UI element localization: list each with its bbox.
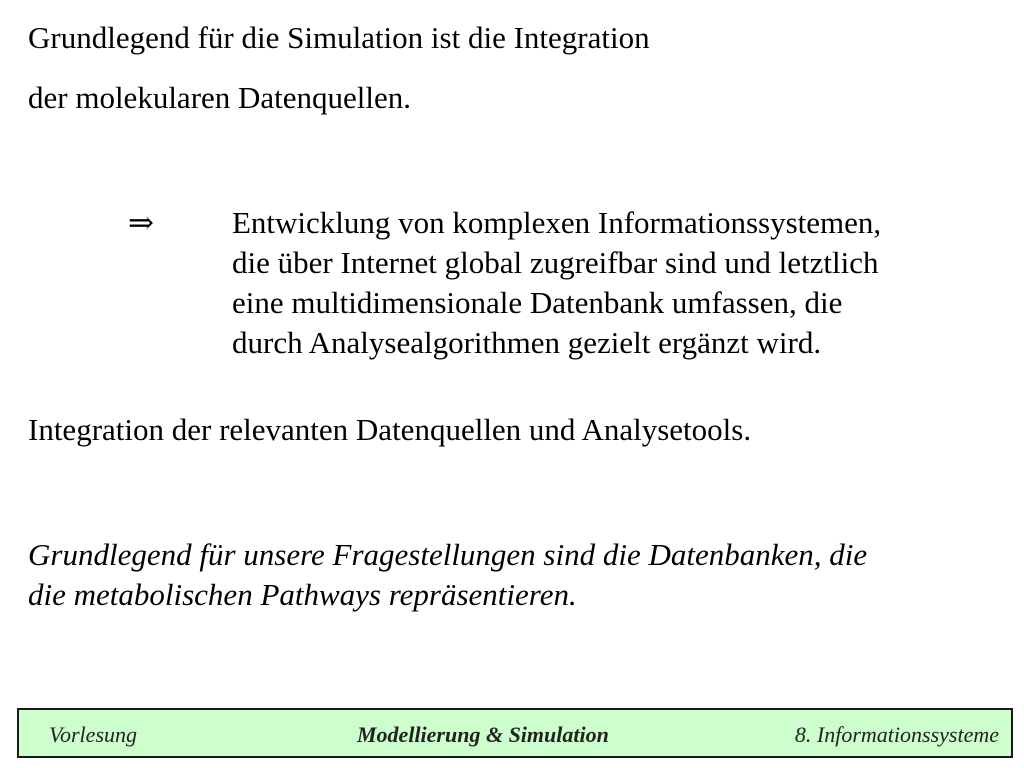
integration-line: Integration der relevanten Datenquellen und Analysetools. (28, 412, 752, 447)
implication-line: die über Internet global zugreifbar sind und letztlich (232, 245, 879, 280)
slide-footer (17, 708, 1013, 758)
emphasis-line: die metabolischen Pathways repräsentieren. (28, 577, 577, 612)
footer-chapter: 8. Informationssysteme (794, 722, 999, 747)
implication-paragraph (232, 203, 992, 363)
emphasis-line: Grundlegend für unsere Fragestellungen sind die Datenbanken, die (28, 537, 868, 572)
footer-title: Modellierung & Simulation (357, 722, 609, 747)
implication-line: eine multidimensionale Datenbank umfassen, die (232, 285, 843, 320)
emphasis-paragraph (28, 535, 867, 615)
implication-line: Entwicklung von komplexen Informationssystemen, (232, 205, 882, 240)
footer-course-label: Vorlesung (49, 722, 137, 747)
intro-line-1: Grundlegend für die Simulation ist die Integration (28, 20, 650, 55)
implies-arrow-icon: ⇒ (128, 205, 154, 240)
implication-line: durch Analysealgorithmen gezielt ergänzt wird. (232, 325, 822, 360)
intro-line-2: der molekularen Datenquellen. (28, 80, 412, 115)
